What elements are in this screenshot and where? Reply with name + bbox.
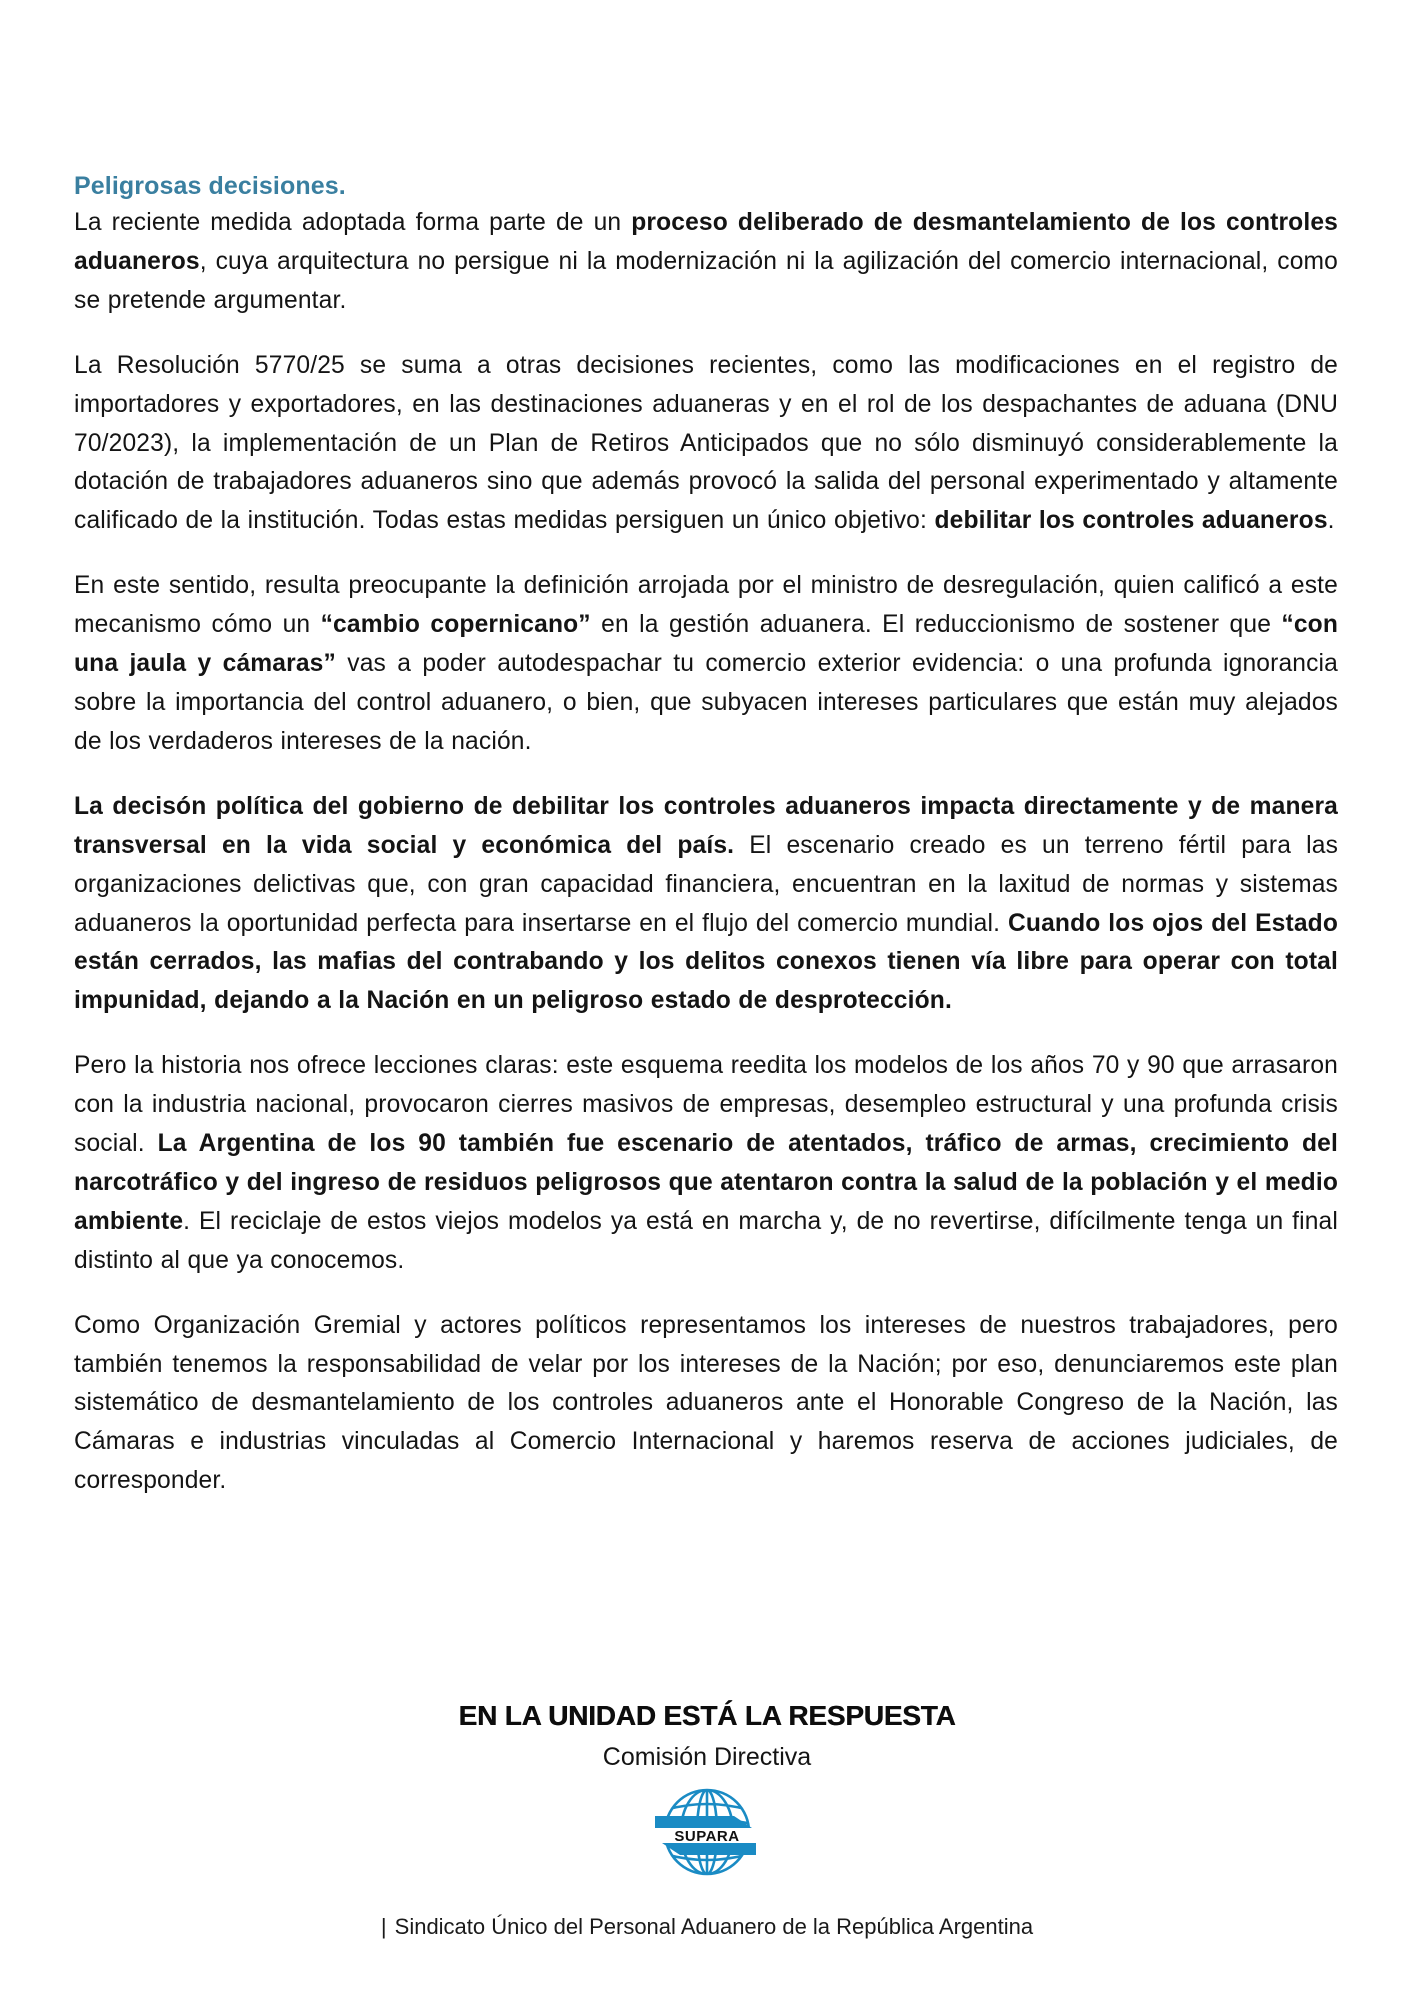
text-run: Como Organización Gremial y actores políticos representamos los intereses de nuestros trabajadores, pero también tenemos la responsabilidad de velar por los intereses de la Nación; por eso, denunciaremos este plan sistemático de desmantelamiento de los controles aduaneros ante el Honorable Congreso de la Nación, las Cámaras e industrias vinculadas al Comercio Internacional y haremos reserva de acciones judiciales, de corresponder. (74, 1311, 1338, 1495)
supara-globe-logo-icon (652, 1784, 762, 1880)
paragraph (74, 204, 1338, 321)
text-run: La reciente medida adoptada forma parte de un (74, 209, 632, 236)
footer-separator: | (380, 1914, 387, 1939)
closing-block (0, 1698, 1414, 1880)
bold-text-run: debilitar los controles aduaneros (934, 507, 1328, 535)
text-run: Pero la historia nos ofrece lecciones claras: este esquema reedita los modelos de los años 70 y 90 que arrasaron con la industria nacional, provocaron cierres masivos de empresas, desempleo estructural y una profunda crisis social. (74, 1052, 1338, 1158)
paragraph (74, 1307, 1338, 1502)
paragraph (74, 788, 1338, 1021)
paragraph (74, 1047, 1338, 1280)
bold-text-run: proceso deliberado de desmantelamiento de los controles aduaneros (74, 209, 1338, 275)
signatory: Comisión Directiva (602, 1743, 812, 1771)
text-run: , cuya arquitectura no persigue ni la modernización ni la agilización del comercio internacional, como se pretende argumentar. (74, 247, 1338, 314)
text-run: La Resolución 5770/25 se suma a otras decisiones recientes, como las modificaciones en el registro de importadores y exportadores, en las destinaciones aduaneras y en el rol de los despachantes de aduana (DNU 70/2023), la implementación de un Plan de Retiros Anticipados que no sólo disminuyó considerablemente la dotación de trabajadores aduaneros sino que además provocó la salida del personal experimentado y altamente calificado de la institución. Todas estas medidas persiguen un único objetivo: (74, 351, 1338, 535)
motto: EN LA UNIDAD ESTÁ LA RESPUESTA (458, 1700, 956, 1731)
section-heading: Peligrosas decisiones. (74, 172, 346, 200)
footer-organization: Sindicato Único del Personal Aduanero de la República Argentina (394, 1914, 1034, 1939)
bold-text-run: Cuando los ojos del Estado están cerrados, las mafias del contrabando y los delitos conexos tienen vía libre para operar con total impunidad, dejando a la Nación en un peligroso estado de desprotección. (74, 909, 1338, 1015)
bold-text-run: “con una jaula y cámaras” (74, 611, 1339, 678)
supara-logo (652, 1784, 762, 1880)
logo-text: SUPARA (674, 1828, 740, 1845)
text-run: En este sentido, resulta preocupante la definición arrojada por el ministro de desregulación, quien calificó a este mecanismo cómo un (74, 572, 1338, 639)
paragraph (74, 567, 1338, 762)
text-run: vas a poder autodespachar tu comercio exterior evidencia: o una profunda ignorancia sobre la importancia del control aduanero, o bien, que subyacen intereses particulares que están muy alejados de los verdaderos intereses de la nación. (74, 650, 1338, 755)
text-run: . El reciclaje de estos viejos modelos ya está en marcha y, de no revertirse, difícilmente tenga un final distinto al que ya conocemos. (74, 1207, 1338, 1274)
footer (0, 1912, 1414, 1942)
text-run: en la gestión aduanera. El reduccionismo de sostener que (590, 611, 1282, 639)
paragraph (74, 347, 1338, 542)
bold-text-run: La decisón política del gobierno de debilitar los controles aduaneros impacta directamente y de manera transversal en la vida social y económica del país. (74, 792, 1338, 859)
bold-text-run: “cambio copernicano” (320, 611, 591, 639)
paragraph-list (74, 204, 1338, 1501)
logo-band-top (655, 1816, 752, 1828)
bold-text-run: La Argentina de los 90 también fue escenario de atentados, tráfico de armas, crecimiento del narcotráfico y del ingreso de residuos peligrosos que atentaron contra la salud de la población y el medio ambiente (74, 1130, 1338, 1235)
text-run: . (1327, 507, 1335, 535)
document-body (74, 168, 1338, 1527)
text-run: El escenario creado es un terreno fértil para las organizaciones delictivas que, con gran capacidad financiera, encuentran en la laxitud de normas y sistemas aduaneros la oportunidad perfecta para insertarse en el flujo del comercio mundial. (74, 831, 1339, 937)
